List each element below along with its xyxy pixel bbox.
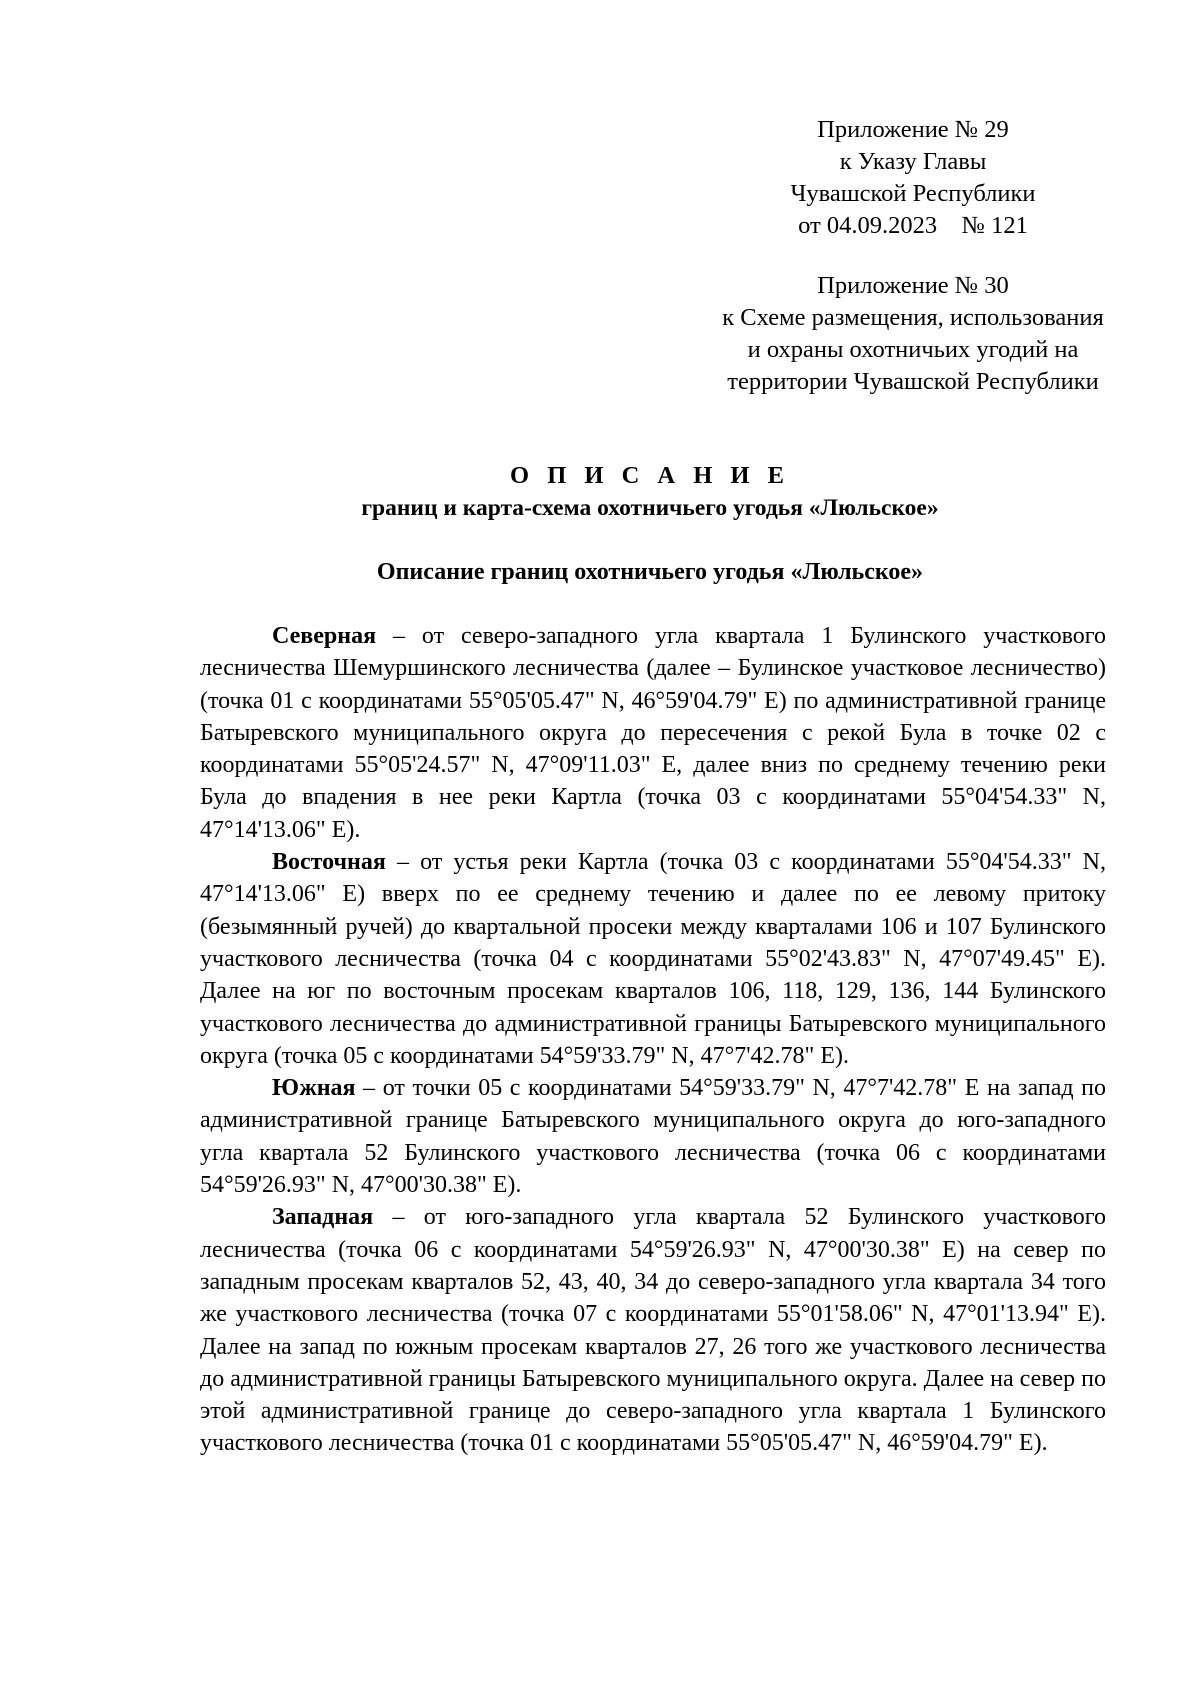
- boundary-paragraph-south: [200, 1072, 1106, 1201]
- appendix-decree-line: Чувашской Республики: [790, 180, 1036, 207]
- appendix-decree-line: Приложение № 29: [817, 116, 1009, 143]
- boundary-text: – от точки 05 с координатами 54°59'33.79" N, 47°7'42.78" E на запад по административной границе Батыревского муниципального округа до юго-западного угла квартала 52 Булинского участкового лесничества (точка 06 с координатами 54°59'26.93" N, 47°00'30.38" E).: [200, 1075, 1106, 1199]
- appendix-decree-line: к Указу Главы: [839, 148, 987, 175]
- boundary-text: – от юго-западного угла квартала 52 Булинского участкового лесничества (точка 06 с координатами 54°59'26.93" N, 47°00'30.38" E) на север по западным просекам кварталов 52, 43, 40, 34 до северо-западного угла квартала 34 того же участкового лесничества (точка 07 с координатами 55°01'58.06" N, 47°01'13.94" E). Далее на запад по южным просекам кварталов 27, 26 того же участкового лесничества до административной границы Батыревского муниципального округа. Далее на север по этой административной границе до северо-западного угла квартала 1 Булинского участкового лесничества (точка 01 с координатами 55°05'05.47" N, 46°59'04.79" E).: [200, 1204, 1106, 1457]
- appendix-scheme-line: Приложение № 30: [817, 272, 1009, 299]
- appendix-decree-reference: [740, 114, 1086, 242]
- appendix-scheme-line: и охраны охотничьих угодий на: [747, 336, 1079, 363]
- appendix-scheme-line: территории Чувашской Республики: [727, 368, 1099, 395]
- boundary-text: – от устья реки Картла (точка 03 с координатами 55°04'54.33" N, 47°14'13.06" E) вверх по ее среднему течению и далее по ее левому притоку (безымянный ручей) до квартальной просеки между кварталами 106 и 107 Булинского участкового лесничества (точка 04 с координатами 55°02'43.83" N, 47°07'49.45" E). Далее на юг по восточным просекам кварталов 106, 118, 129, 136, 144 Булинского участкового лесничества до административной границы Батыревского муниципального округа (точка 05 с координатами 54°59'33.79" N, 47°7'42.78" E).: [200, 849, 1106, 1069]
- document-subtitle: границ и карта-схема охотничьего угодья «Люльское»: [361, 495, 939, 521]
- boundary-paragraph-west: [200, 1201, 1106, 1459]
- appendix-decree-line: от 04.09.2023 № 121: [798, 212, 1028, 239]
- boundary-label: Северная: [272, 623, 377, 649]
- boundary-description: [200, 620, 1106, 1460]
- boundary-paragraph-east: [200, 846, 1106, 1072]
- appendix-scheme-reference: [680, 270, 1146, 398]
- boundary-label: Восточная: [272, 849, 386, 876]
- boundary-paragraph-north: [200, 620, 1106, 846]
- boundary-text: – от северо-западного угла квартала 1 Булинского участкового лесничества Шемуршинского лесничества (далее – Булинское участковое лесничество) (точка 01 с координатами 55°05'05.47" N, 46°59'04.79" E) по административной границе Батыревского муниципального округа до пересечения с рекой Була в точке 02 с координатами 55°05'24.57" N, 47°09'11.03" E, далее вниз по среднему течению реки Була до впадения в нее реки Картла (точка 03 с координатами 55°04'54.33" N, 47°14'13.06" E).: [200, 623, 1106, 843]
- boundary-label: Южная: [272, 1075, 356, 1102]
- boundary-label: Западная: [272, 1204, 374, 1231]
- document-title: О П И С А Н И Е: [510, 462, 790, 489]
- appendix-scheme-line: к Схеме размещения, использования: [722, 304, 1104, 331]
- section-heading: Описание границ охотничьего угодья «Люльское»: [376, 559, 924, 585]
